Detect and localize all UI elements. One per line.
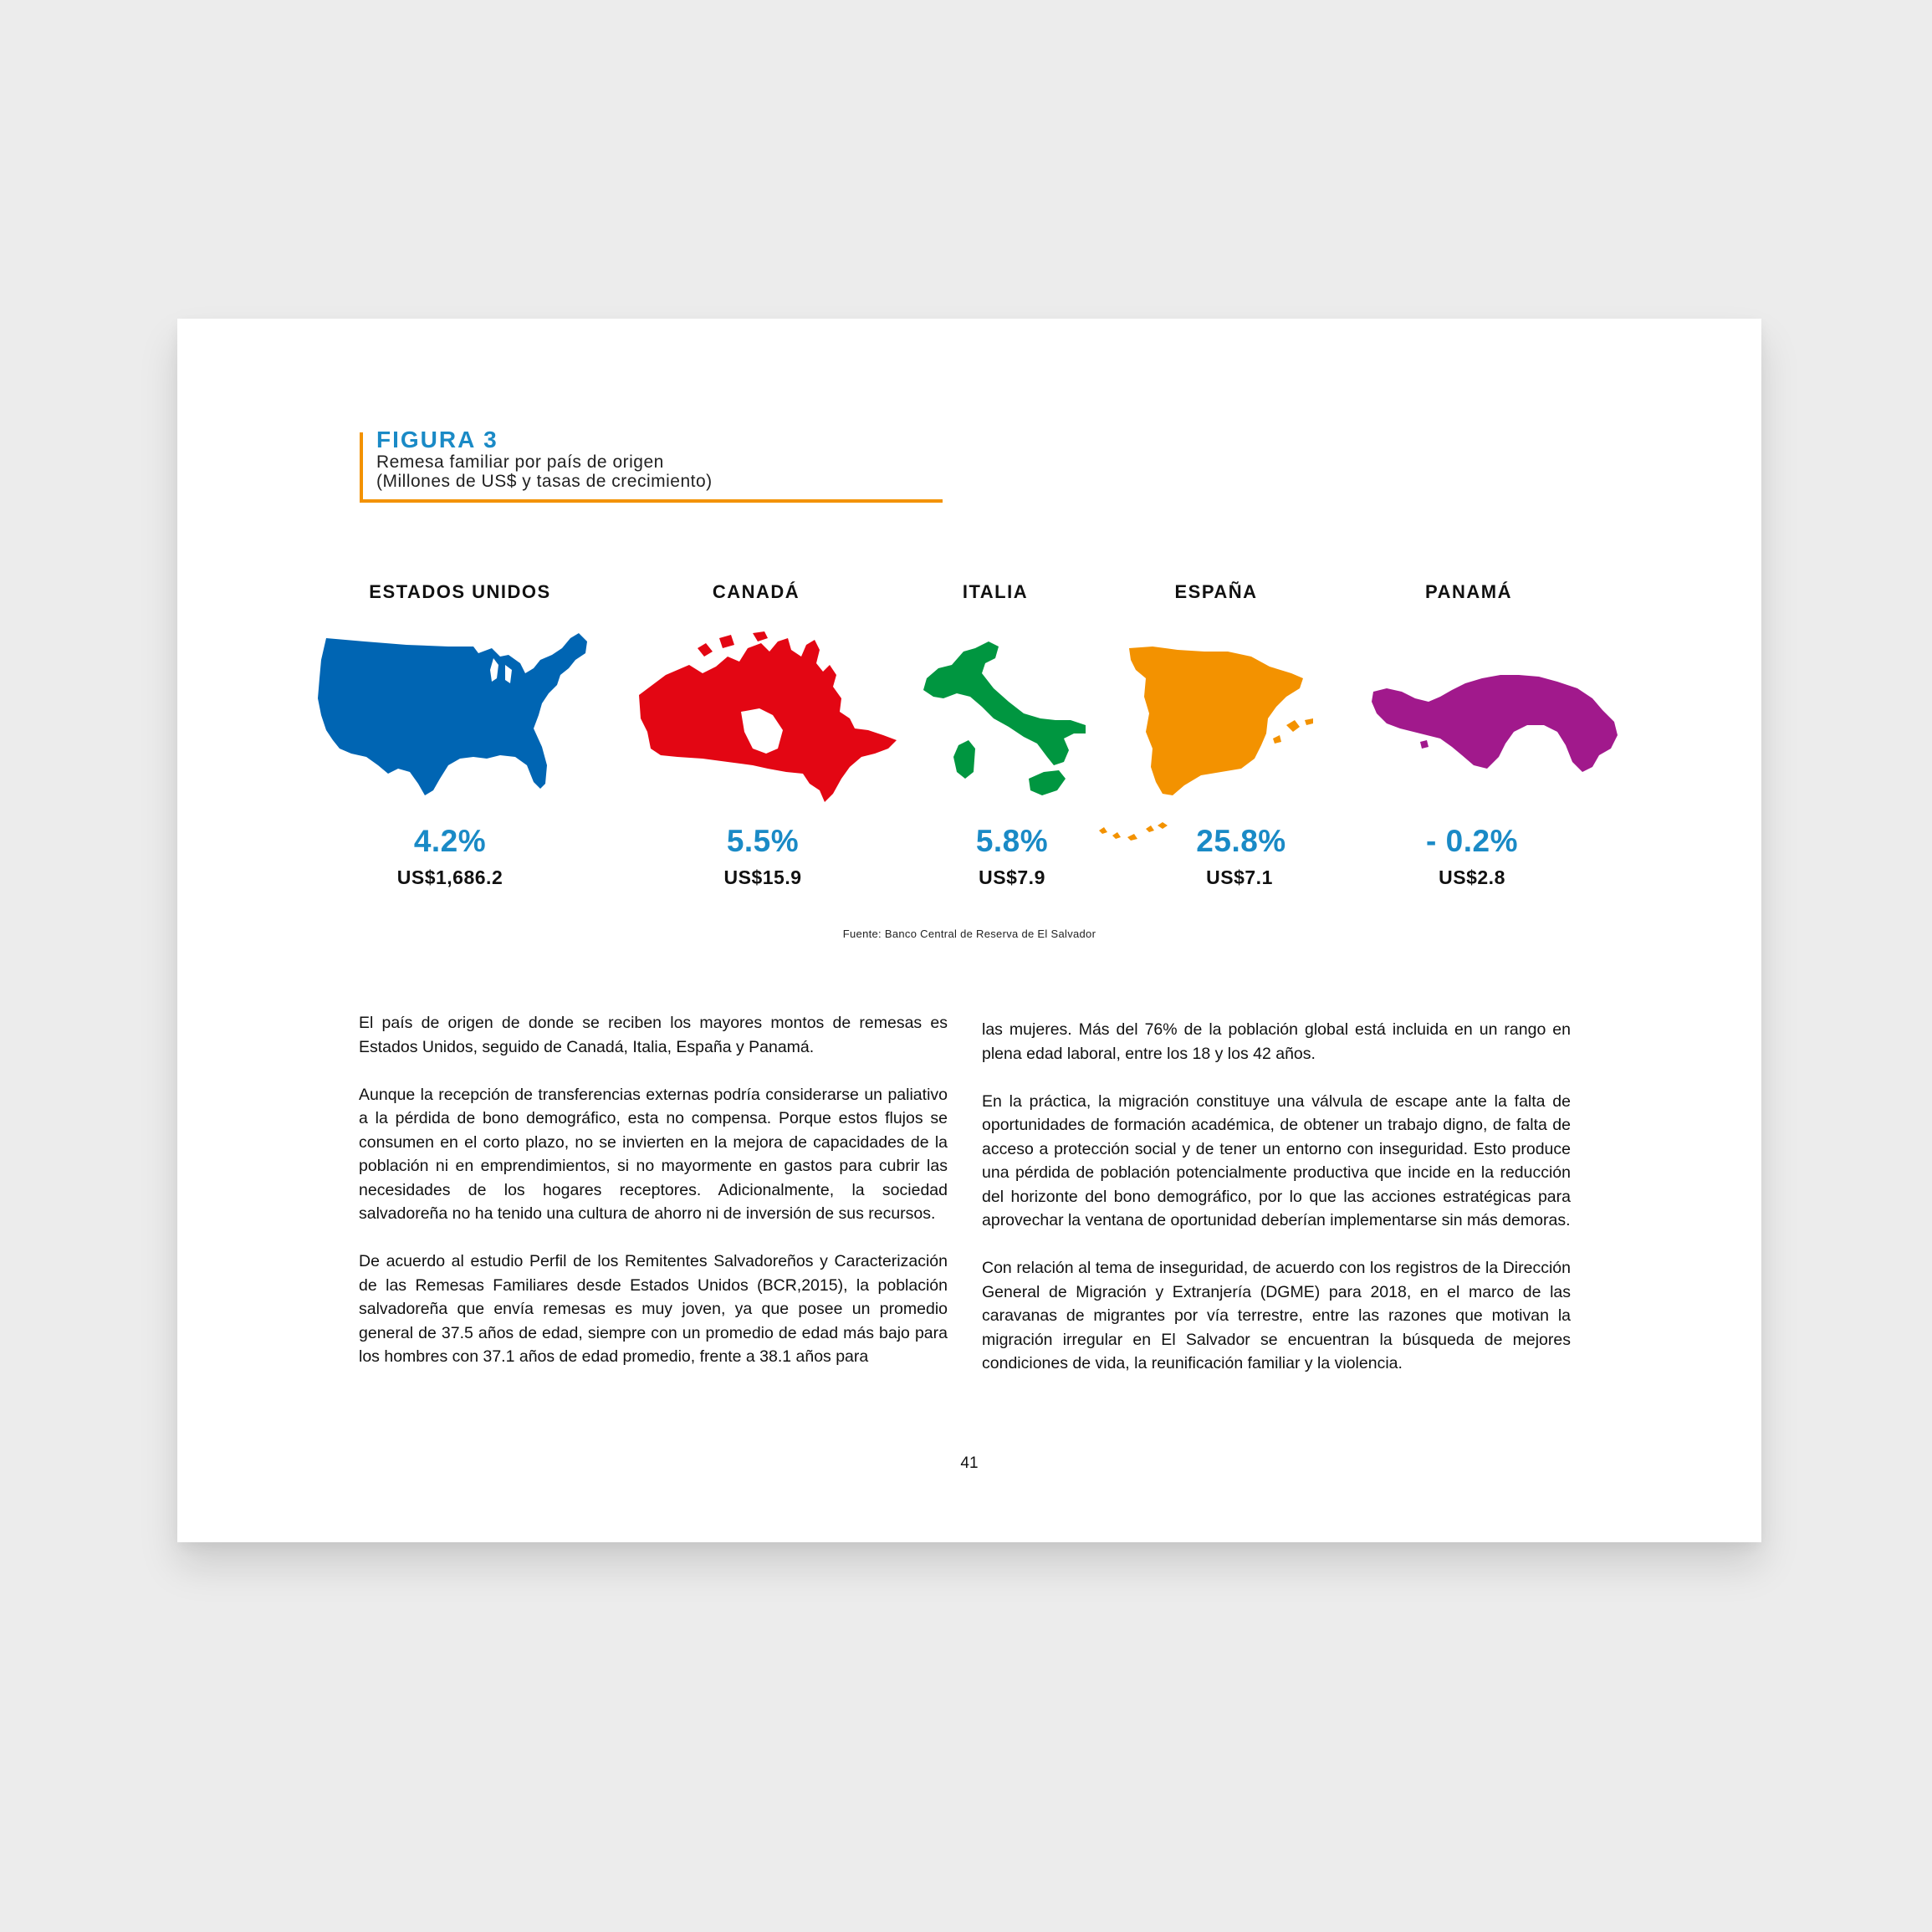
figure-header	[360, 427, 943, 503]
paragraph: El país de origen de donde se reciben los mayores montos de remesas es Estados Unidos, seguido de Canadá, Italia, España y Panamá.	[359, 1014, 948, 1056]
canary-islands-icon	[1097, 820, 1169, 842]
rate-italy: 5.8%	[975, 824, 1049, 858]
spain-map-icon	[1127, 645, 1315, 824]
figure-subtitle-line2: (Millones de US$ y tasas de crecimiento)	[376, 472, 713, 491]
paragraph: las mujeres. Más del 76% de la población global está incluida en un rango en plena edad laboral, entre los 18 y los 42 años.	[982, 1020, 1571, 1063]
rate-canada: 5.5%	[726, 824, 800, 858]
country-name-spain: ESPAÑA	[1174, 581, 1258, 602]
body-column-left	[359, 1011, 948, 1393]
country-name-usa: ESTADOS UNIDOS	[369, 581, 551, 602]
amount-usa: US$1,686.2	[396, 866, 503, 888]
body-column-right	[982, 1018, 1571, 1399]
figure-label: FIGURA 3	[376, 427, 498, 452]
paragraph: En la práctica, la migración constituye una válvula de escape ante la falta de oportunidades de formación académica, de obtener un trabajo digno, de falta de acceso a protección social y de tener un entorno con inseguridad. Esto produce una pérdida de población potencialmente productiva que incide en la reducción del horizonte del bono demográfico, por lo que las acciones estratégicas para aprovechar la ventana de oportunidad deberían implementarse sin más demoras.	[982, 1091, 1571, 1229]
figure-source: Fuente: Banco Central de Reserva de El Salvador	[842, 928, 1096, 940]
amount-panama: US$2.8	[1439, 866, 1505, 888]
country-name-italy: ITALIA	[962, 581, 1029, 602]
country-name-canada: CANADÁ	[712, 581, 800, 602]
usa-map-icon	[314, 631, 599, 804]
paragraph: De acuerdo al estudio Perfil de los Remitentes Salvadoreños y Caracterización de las Remesas Familiares desde Estados Unidos (BCR,2015), la población salvadoreña que envía remesas es muy joven, ya que posee un promedio general de 37.5 años de edad, siempre con un promedio de edad más bajo para los hombres con 37.1 años de edad promedio, frente a 38.1 años para	[359, 1252, 948, 1366]
amount-spain: US$7.1	[1206, 866, 1273, 888]
amount-italy: US$7.9	[979, 866, 1045, 888]
document-page	[177, 319, 1761, 1542]
rate-panama: - 0.2%	[1426, 824, 1518, 858]
country-name-panama: PANAMÁ	[1425, 581, 1512, 602]
italy-map-icon	[922, 640, 1091, 797]
amount-canada: US$15.9	[723, 866, 802, 888]
canada-map-icon	[636, 631, 900, 810]
page-number: 41	[960, 1454, 979, 1472]
paragraph: Con relación al tema de inseguridad, de acuerdo con los registros de la Dirección General de Migración y Extranjería (DGME) para 2018, en el marco de las caravanas de migrantes por vía terrestre, entre las razones que motivan la migración irregular en El Salvador se encuentran la búsqueda de mejores condiciones de vida, la reunificación familiar y la violencia.	[982, 1259, 1571, 1372]
panama-map-icon	[1372, 673, 1619, 782]
rate-spain: 25.8%	[1196, 824, 1286, 858]
figure-subtitle-line1: Remesa familiar por país de origen	[376, 452, 664, 472]
rate-usa: 4.2%	[413, 824, 487, 858]
paragraph: Aunque la recepción de transferencias externas podría considerarse un paliativo a la pérdida de bono demográfico, esta no compensa. Porque estos flujos se consumen en el corto plazo, no se invierten en la mejora de capacidades de la población ni en emprendimientos, si no mayormente en gastos para cubrir las necesidades de los hogares receptores. Adicionalmente, la sociedad salvadoreña no ha tenido una cultura de ahorro ni de inversión de sus recursos.	[359, 1085, 948, 1223]
